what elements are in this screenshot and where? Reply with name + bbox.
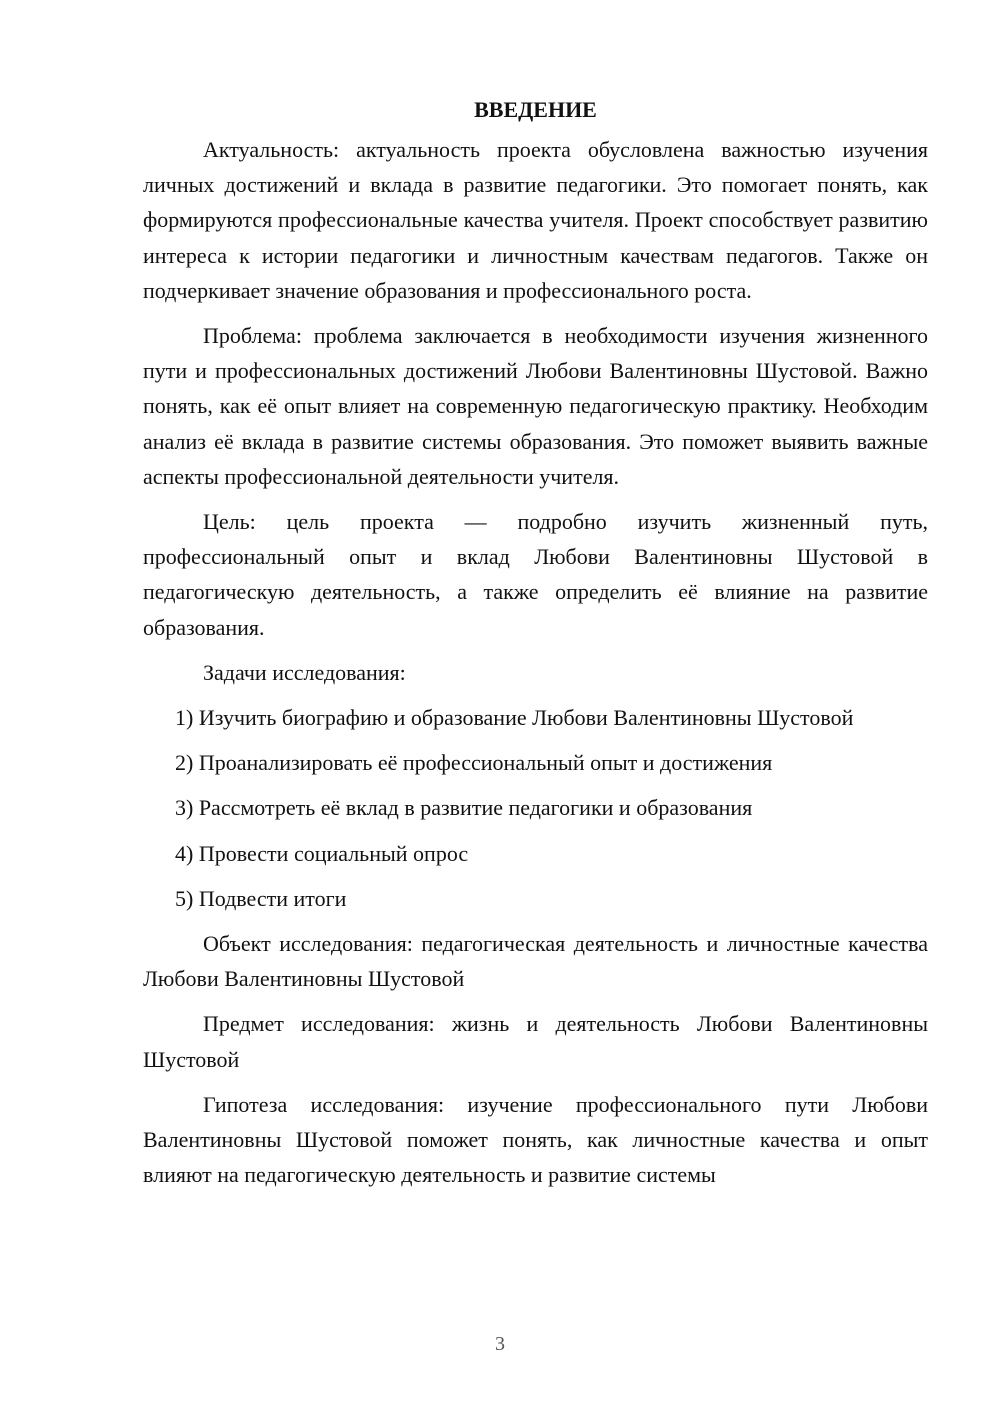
task-item-1: 1) Изучить биографию и образование Любови Валентиновны Шустовой (175, 705, 854, 731)
task-item-5: 5) Подвести итоги (175, 885, 347, 911)
paragraph-subject: Предмет исследования: жизнь и деятельность Любови Валентиновны Шустовой (143, 1011, 928, 1072)
paragraph-goal: Цель: цель проекта — подробно изучить жизненный путь, профессиональный опыт и вклад Любови Валентиновны Шустовой в педагогическую деятельность, а также определить её влияние на развитие образования. (143, 509, 928, 640)
task-item-4: 4) Провести социальный опрос (175, 840, 469, 866)
task-item-3: 3) Рассмотреть её вклад в развитие педагогики и образования (175, 795, 753, 821)
section-title: ВВЕДЕНИЕ (474, 97, 597, 122)
paragraph-hypothesis: Гипотеза исследования: изучение профессионального пути Любови Валентиновны Шустовой поможет понять, как личностные качества и опыт влияют на педагогическую деятельность и развитие системы (143, 1091, 928, 1188)
task-item-2: 2) Проанализировать её профессиональный опыт и достижения (175, 750, 773, 776)
page-content (143, 92, 928, 1202)
tasks-heading: Задачи исследования: (203, 659, 406, 685)
paragraph-object: Объект исследования: педагогическая деятельность и личностные качества Любови Валентиновны Шустовой (143, 931, 928, 992)
page-number: 3 (495, 1333, 505, 1355)
paragraph-problem: Проблема: проблема заключается в необходимости изучения жизненного пути и профессиональных достижений Любови Валентиновны Шустовой. Важно понять, как её опыт влияет на современную педагогическую практику. Необходим анализ её вклада в развитие системы образования. Это поможет выявить важные аспекты профессиональной деятельности учителя. (143, 323, 928, 489)
paragraph-relevance: Актуальность: актуальность проекта обусловлена важностью изучения личных достижений и вклада в развитие педагогики. Это помогает понять, как формируются профессиональные качества учителя. Проект способствует развитию интереса к истории педагогики и личностным качествам педагогов. Также он подчеркивает значение образования и профессионального роста. (143, 137, 928, 303)
